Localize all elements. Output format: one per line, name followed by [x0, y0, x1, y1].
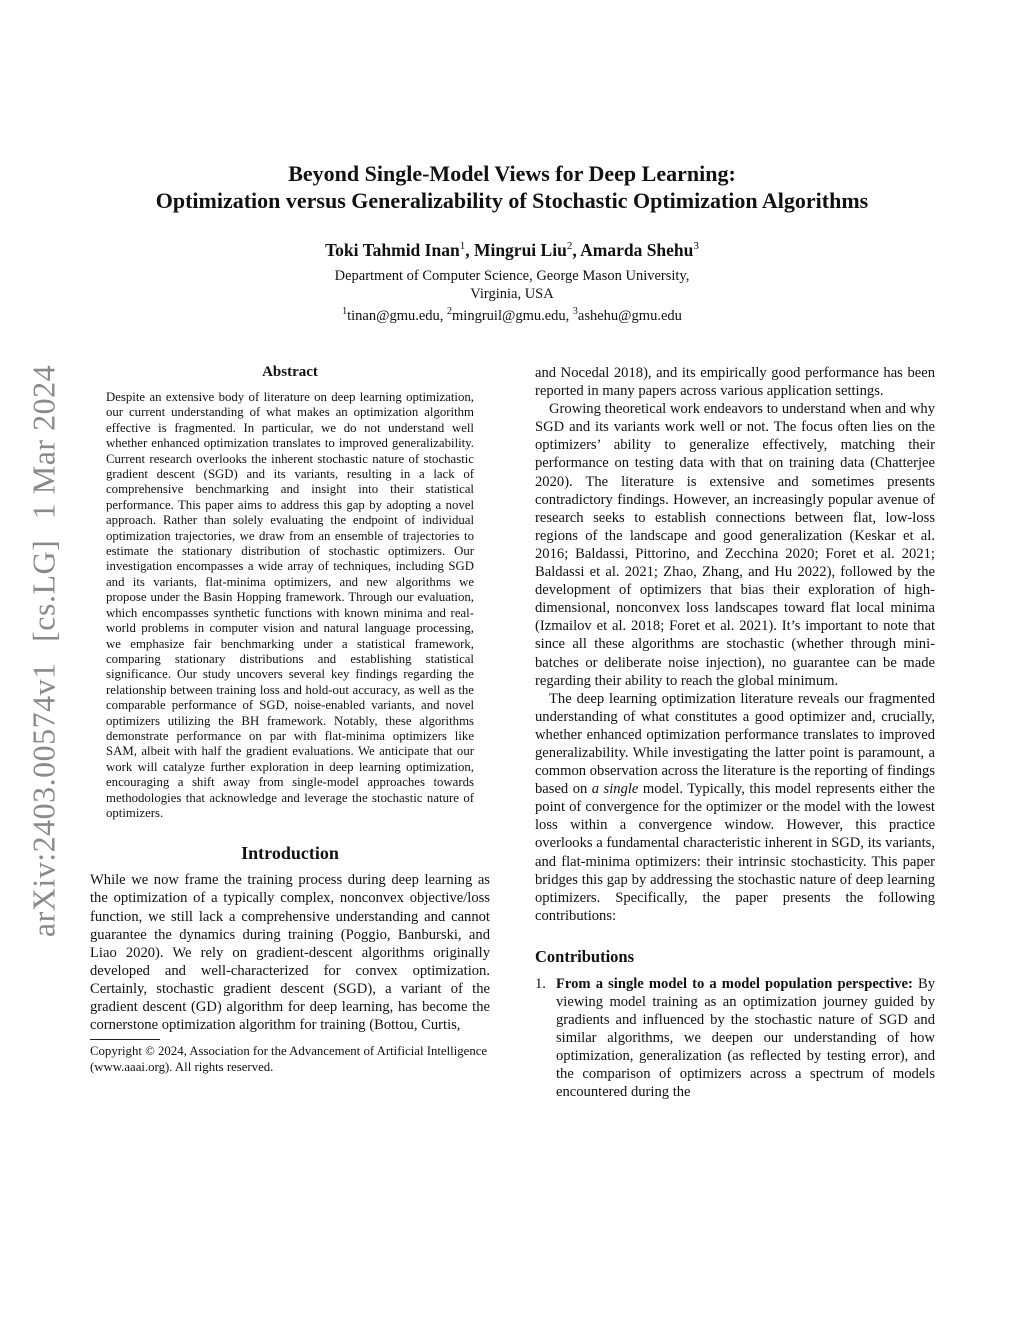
affiliation-line1: Department of Computer Science, George Mason University,: [334, 267, 690, 284]
author-email[interactable]: ashehu@gmu.edu: [577, 307, 682, 324]
author-name: Amarda Shehu: [580, 239, 694, 260]
paper-title-line1: Beyond Single-Model Views for Deep Learning:: [288, 161, 736, 186]
introduction-heading: Introduction: [241, 843, 339, 864]
author-email[interactable]: tinan@gmu.edu: [347, 307, 440, 324]
arxiv-identifier-stamp: [26, 353, 63, 937]
right-column: [535, 364, 935, 1102]
author-mark: 2: [566, 240, 573, 252]
author-name: Toki Tahmid Inan: [325, 239, 460, 260]
contribution-body: [556, 975, 935, 1102]
author-name: Mingrui Liu: [473, 239, 567, 260]
paper-title: [90, 160, 934, 214]
introduction-paragraph-1-continued: and Nocedal 2018), and its empirically good performance has been reported in many papers across various application settings.: [535, 365, 935, 400]
author-mark: 1: [459, 240, 466, 252]
affiliation: [90, 267, 934, 303]
left-column: [90, 364, 490, 1075]
paragraph-3-text-a: The deep learning optimization literature reveals our fragmented understanding of what constitutes a good optimizer and, crucially, whether enhanced optimization performance translates to improved generalizability. While investigating the latter point is paramount, a common observation across the literature is the reporting of findings based on: [535, 690, 936, 798]
footnote-divider: [90, 1039, 160, 1040]
contribution-number: 1.: [535, 975, 546, 992]
author-list: Toki Tahmid Inan$^1$, Mingrui Liu$^2$, Amarda Shehu$^3$: [325, 239, 699, 260]
abstract-text: Despite an extensive body of literature on deep learning optimization, our current understanding of what makes an optimization algorithm effective is fragmented. In particular, we do not understand well whether enhanced optimization translates to improved generalizability. Current research overlooks the inherent stochastic nature of stochastic gradient descent (SGD) and its variants, resulting in a lack of comprehensive benchmarking and insight into their statistical performance. This paper aims to address this gap by adopting a novel approach. Rather than solely evaluating the endpoint of individual optimization trajectories, we draw from an ensemble of trajectories to estimate the stationary distribution of stochastic optimizers. Our investigation encompasses a wide array of techniques, including SGD and its variants, flat-minima optimizers, and new algorithms we propose under the Basin Hopping framework. Through our evaluation, which encompasses synthetic functions with known minima and real-world problems in computer vision and natural language processing, we emphasize fair benchmarking under a statistical framework, comparing stationary distributions and establishing statistical significance. Our study uncovers several key findings regarding the relationship between training loss and hold-out accuracy, as well as the comparable performance of SGD, noise-enabled variants, and novel optimizers utilizing the BH framework. Notably, these algorithms demonstrate performance on par with flat-minima optimizers like SAM, albeit with half the gradient evaluations. We anticipate that our work will catalyze further exploration in deep learning optimization, encouraging a shift away from single-model approaches towards methodologies that acknowledge and leverage the stochastic nature of optimizers.: [106, 390, 474, 820]
arxiv-category: [cs.LG]: [25, 539, 62, 642]
introduction-paragraph-2: Growing theoretical work endeavors to understand when and why SGD and its variants work well or not. The focus often lies on the optimizers’ ability to generalize effectively, matching their performance on testing data with that on training data (Chatterjee 2020). The literature is extensive and sometimes presents contradictory findings. However, an increasingly popular avenue of research seeks to establish connections between flat, low-loss regions of the landscape and good generalization (Keskar et al. 2016; Baldassi, Pittorino, and Zecchina 2020; Foret et al. 2021; Baldassi et al. 2021; Zhao, Zhang, and Hu 2022), followed by the development of optimizers that bias their exploration of high-dimensional, nonconvex loss landscapes toward flat local minima (Izmailov et al. 2018; Foret et al. 2021). It’s important to note that since all these algorithms are stochastic (whether through mini-batches or deliberate noise injection), no guarantee can be made regarding their ability to reach the global minimum.: [535, 401, 935, 689]
author-mark: 3: [693, 240, 699, 252]
email-mark: 1: [342, 305, 348, 317]
abstract-heading: Abstract: [262, 364, 318, 380]
arxiv-date: 1 Mar 2024: [25, 364, 62, 520]
paragraph-3-emphasis: a single: [591, 781, 639, 798]
introduction-paragraph-1: While we now frame the training process during deep learning as the optimization of a typically complex, nonconvex objective/loss function, we still lack a comprehensive understanding and cannot guarantee the dynamics during training (Poggio, Banburski, and Liao 2020). We rely on gradient-descent algorithms originally developed and well-characterized for convex optimization. Certainly, stochastic gradient descent (SGD), a variant of the gradient descent (GD) algorithm for deep learning, has become the cornerstone optimization algorithm for training (Bottou, Curtis,: [90, 872, 490, 1034]
author-emails: $^1$tinan@gmu.edu, $^2$mingruil@gmu.edu, $^3$ashehu@gmu.edu: [342, 305, 682, 324]
email-mark: 2: [447, 305, 453, 317]
contribution-item: [535, 975, 935, 1102]
introduction-paragraph-3: [535, 690, 935, 925]
affiliation-line2: Virginia, USA: [470, 285, 554, 302]
title-block: [90, 160, 934, 325]
contribution-bold-lead: From a single model to a model population perspective:: [556, 975, 913, 992]
paragraph-3-text-b: model. Typically, this model represents either the point of convergence for the optimizer or the model with the lowest loss within a convergence window. However, this practice overlooks a fundamental characteristic inherent in SGD, its variants, and flat-minima optimizers: their intrinsic stochasticity. This paper bridges this gap by addressing the stochastic nature of deep learning optimizers. Specifically, the paper presents the following contributions:: [535, 781, 935, 924]
email-mark: 3: [572, 305, 578, 317]
paper-title-line2: Optimization versus Generalizability of Stochastic Optimization Algorithms: [155, 188, 869, 213]
copyright-footnote: Copyright © 2024, Association for the Advancement of Artificial Intelligence (www.aaai.org). All rights reserved.: [90, 1044, 488, 1074]
contribution-text: By viewing model training as an optimization journey guided by gradients and influenced by the stochastic nature of SGD and similar algorithms, we deepen our understanding of how optimization, generalization (as reflected by testing error), and the comparison of optimizers across a spectrum of models encountered during the: [556, 975, 935, 1101]
arxiv-id: arXiv:2403.00574v1: [25, 662, 62, 938]
author-email[interactable]: mingruil@gmu.edu: [452, 307, 566, 324]
contributions-heading: Contributions: [535, 946, 635, 966]
